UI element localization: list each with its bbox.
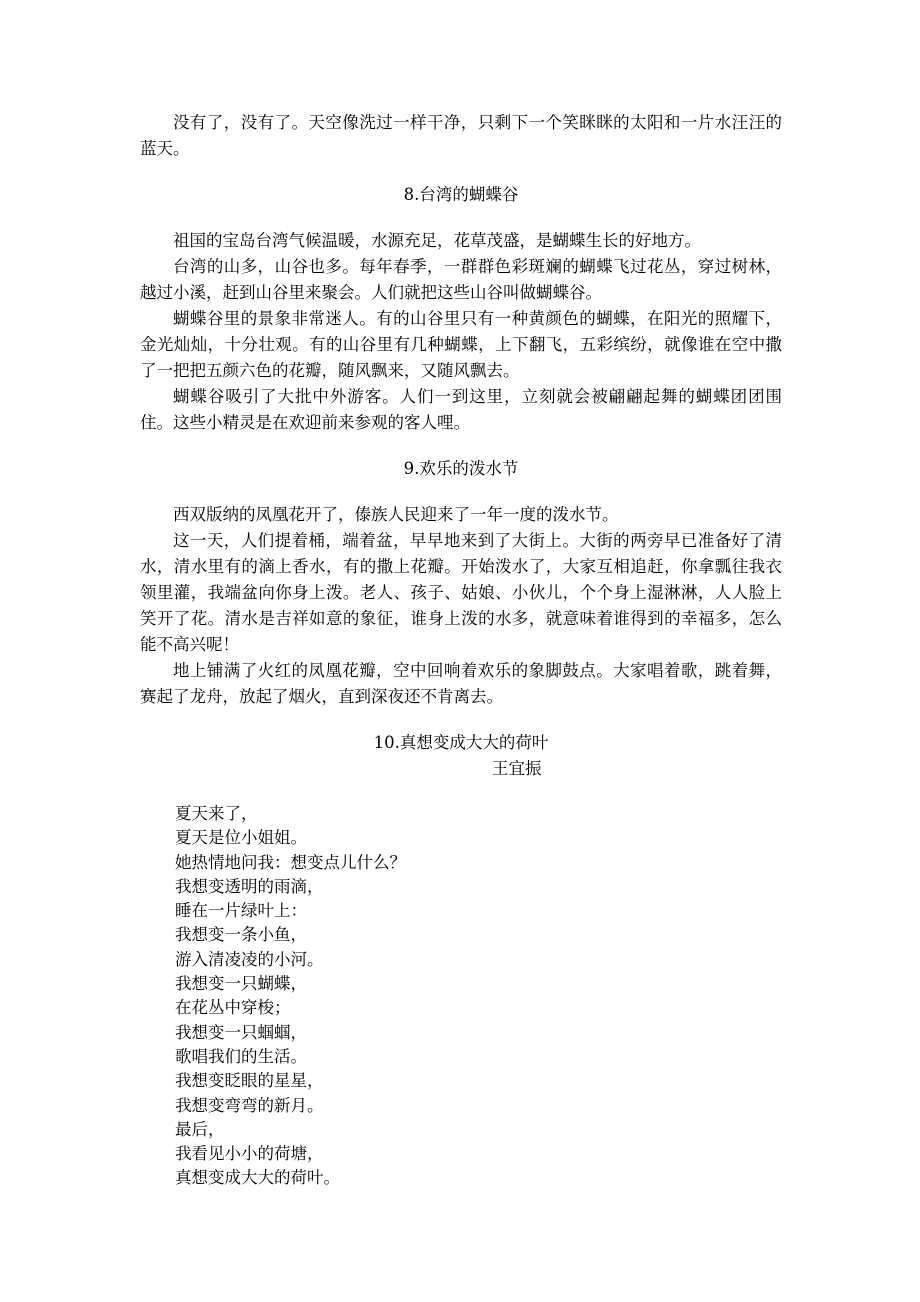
poem-line: 我想变一只蝴蝶， <box>175 974 307 994</box>
poem-line: 我想变透明的雨滴， <box>175 876 324 896</box>
poem-line: 我想变眨眼的星星， <box>175 1071 324 1091</box>
section-title-lotus-leaf: 10.真想变成大大的荷叶 <box>373 733 549 752</box>
poem-line: 真想变成大大的荷叶。 <box>175 1168 340 1188</box>
poem-line: 我看见小小的荷塘， <box>175 1144 324 1164</box>
poem-line: 歌唱我们的生活。 <box>175 1046 307 1066</box>
paragraph: 蝴蝶谷里的景象非常迷人。有的山谷里只有一种黄颜色的蝴蝶，在阳光的照耀下，金光灿灿，十分壮观。有的山谷里有几种蝴蝶，上下翻飞，五彩缤纷，就像谁在空中撒了一把把五颜六色的花瓣，随风飘来，又随风飘去。 <box>140 309 782 380</box>
poem <box>140 802 782 1191</box>
poem-line: 我想变一条小鱼， <box>175 925 307 945</box>
spacer <box>140 208 782 228</box>
poem-line: 她热情地问我：想变点儿什么？ <box>175 852 406 872</box>
poem-line: 睡在一片绿叶上： <box>175 901 307 921</box>
poem-line: 我想变一只蝈蝈， <box>175 1022 307 1042</box>
poem-line: 在花丛中穿梭； <box>175 998 291 1018</box>
section-title-butterfly-valley: 8.台湾的蝴蝶谷 <box>403 185 519 204</box>
poem-author: 王宜振 <box>492 759 542 778</box>
paragraph: 台湾的山多，山谷也多。每年春季，一群群色彩斑斓的蝴蝶飞过花丛，穿过树林，越过小溪，赶到山谷里来聚会。人们就把这些山谷叫做蝴蝶谷。 <box>140 257 782 302</box>
spacer <box>140 482 782 502</box>
spacer <box>140 162 782 182</box>
paragraph: 蝴蝶谷吸引了大批中外游客。人们一到这里，立刻就会被翩翩起舞的蝴蝶团团围住。这些小精灵是在欢迎前来参观的客人哩。 <box>140 387 782 432</box>
paragraph: 地上铺满了火红的凤凰花瓣，空中回响着欢乐的象脚鼓点。大家唱着歌，跳着舞，赛起了龙舟，放起了烟火，直到深夜还不肯离去。 <box>140 661 782 706</box>
poem-line: 最后， <box>175 1119 225 1139</box>
poem-line: 游入清凌凌的小河。 <box>175 949 324 969</box>
poem-line: 我想变弯弯的新月。 <box>175 1095 324 1115</box>
spacer <box>140 436 782 456</box>
intro-paragraph: 没有了，没有了。天空像洗过一样干净，只剩下一个笑眯眯的太阳和一片水汪汪的蓝天。 <box>140 113 782 158</box>
spacer <box>140 710 782 730</box>
paragraph: 西双版纳的凤凰花开了，傣族人民迎来了一年一度的泼水节。 <box>173 505 619 524</box>
paragraph: 这一天，人们提着桶，端着盆，早早地来到了大街上。大街的两旁早已准备好了清水，清水里有的滴上香水，有的撒上花瓣。开始泼水了，大家互相追赶，你拿瓢往我衣领里灌，我端盆向你身上泼。老人、孩子、姑娘、小伙儿，个个身上湿淋淋，人人脸上笑开了花。清水是吉祥如意的象征，谁身上泼的水多，就意味着谁得到的幸福多，怎么能不高兴呢！ <box>140 531 782 654</box>
document-content <box>140 110 782 1191</box>
poem-line: 夏天来了， <box>175 804 258 823</box>
section-title-water-festival: 9.欢乐的泼水节 <box>403 459 519 478</box>
paragraph: 祖国的宝岛台湾气候温暖，水源充足，花草茂盛，是蝴蝶生长的好地方。 <box>173 231 701 250</box>
poem-line: 夏天是位小姐姐。 <box>175 828 307 848</box>
spacer <box>140 782 782 802</box>
